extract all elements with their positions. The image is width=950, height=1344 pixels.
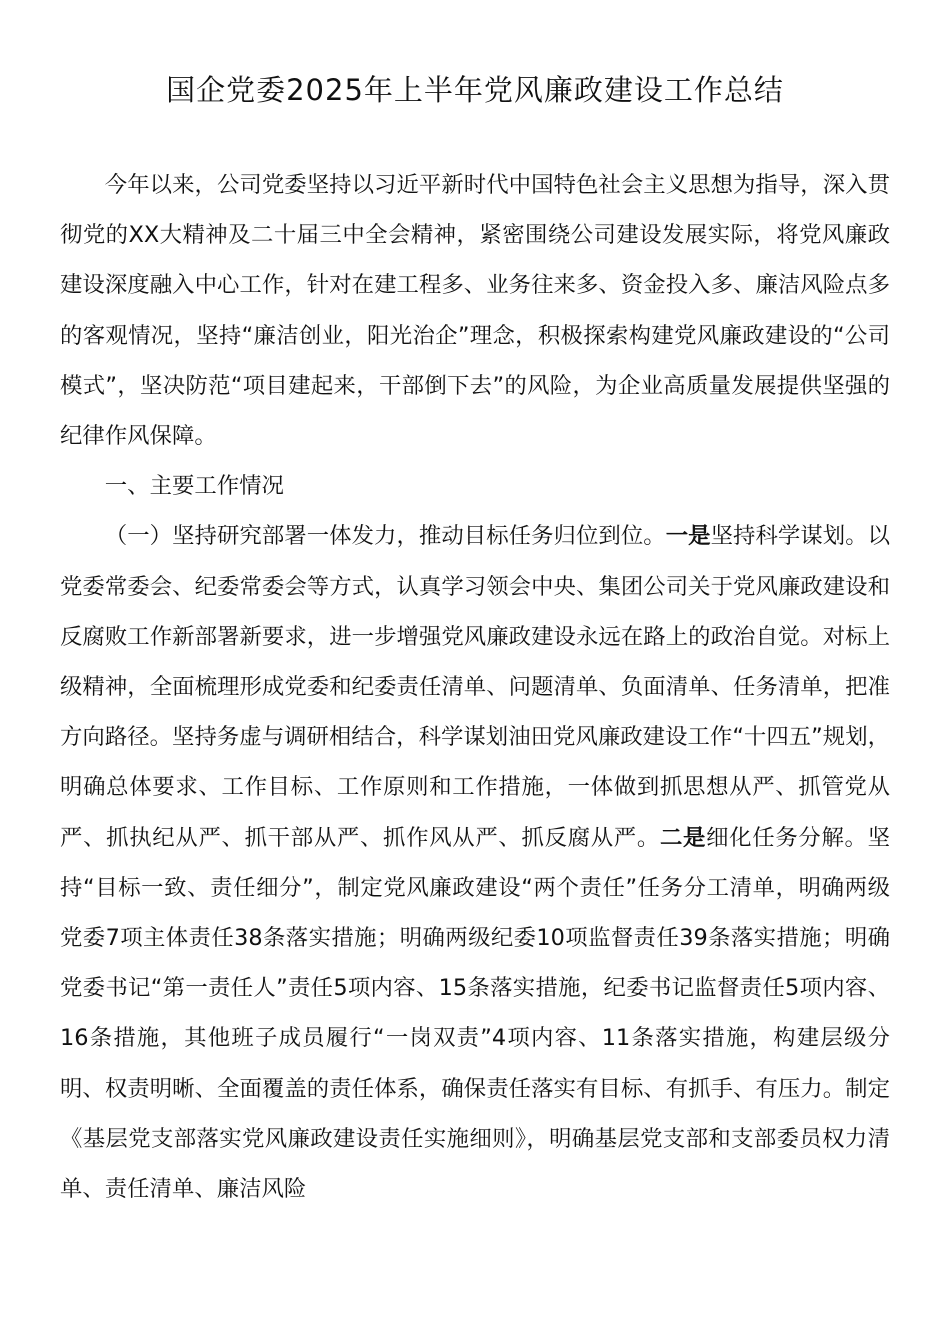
intro-paragraph: 今年以来，公司党委坚持以习近平新时代中国特色社会主义思想为指导，深入贯彻党的XX大精神及二十届三中全会精神，紧密围绕公司建设发展实际，将党风廉政建设深度融入中心工作，针对在建工程多、业务往来多、资金投入多、廉洁风险点多的客观情况，坚持“廉洁创业，阳光治企”理念，积极探索构建党风廉政建设的“公司模式”，坚决防范“项目建起来，干部倒下去”的风险，为企业高质量发展提供坚强的纪律作风保障。: [60, 172, 890, 450]
lead-marker-1: 一是: [665, 523, 711, 550]
document-page: [60, 0, 890, 1344]
paragraph-text-1: 坚持科学谋划。以党委常委会、纪委常委会等方式，认真学习领会中央、集团公司关于党风廉政建设和反腐败工作新部署新要求，进一步增强党风廉政建设永远在路上的政治自觉。对标上级精神，全面梳理形成党委和纪委责任清单、问题清单、负面清单、任务清单，把准方向路径。坚持务虚与调研相结合，科学谋划油田党风廉政建设工作“十四五”规划，明确总体要求、工作目标、工作原则和工作措施，一体做到抓思想从严、抓管党从严、抓执纪从严、抓干部从严、抓作风从严、抓反腐从严。: [60, 523, 891, 851]
lead-marker-2: 二是: [659, 824, 707, 851]
document-body: [60, 160, 890, 1214]
subsection-heading: （一）坚持研究部署一体发力，推动目标任务归位到位。: [104, 523, 666, 550]
paragraph-text-2: 细化任务分解。坚持“目标一致、责任细分”，制定党风廉政建设“两个责任”任务分工清单，明确两级党委7项主体责任38条落实措施；明确两级纪委10项监督责任39条落实措施；明确党委书记“第一责任人”责任5项内容、15条落实措施，纪委书记监督责任5项内容、16条措施，其他班子成员履行“一岗双责”4项内容、11条落实措施，构建层级分明、权责明晰、全面覆盖的责任体系，确保责任落实有目标、有抓手、有压力。制定《基层党支部落实党风廉政建设责任实施细则》，明确基层党支部和支部委员权力清单、责任清单、廉洁风险: [60, 824, 891, 1203]
section-heading: 一、主要工作情况: [104, 473, 284, 500]
section-paragraph: [60, 511, 890, 1214]
document-title: 国企党委2025年上半年党风廉政建设工作总结: [166, 73, 784, 107]
